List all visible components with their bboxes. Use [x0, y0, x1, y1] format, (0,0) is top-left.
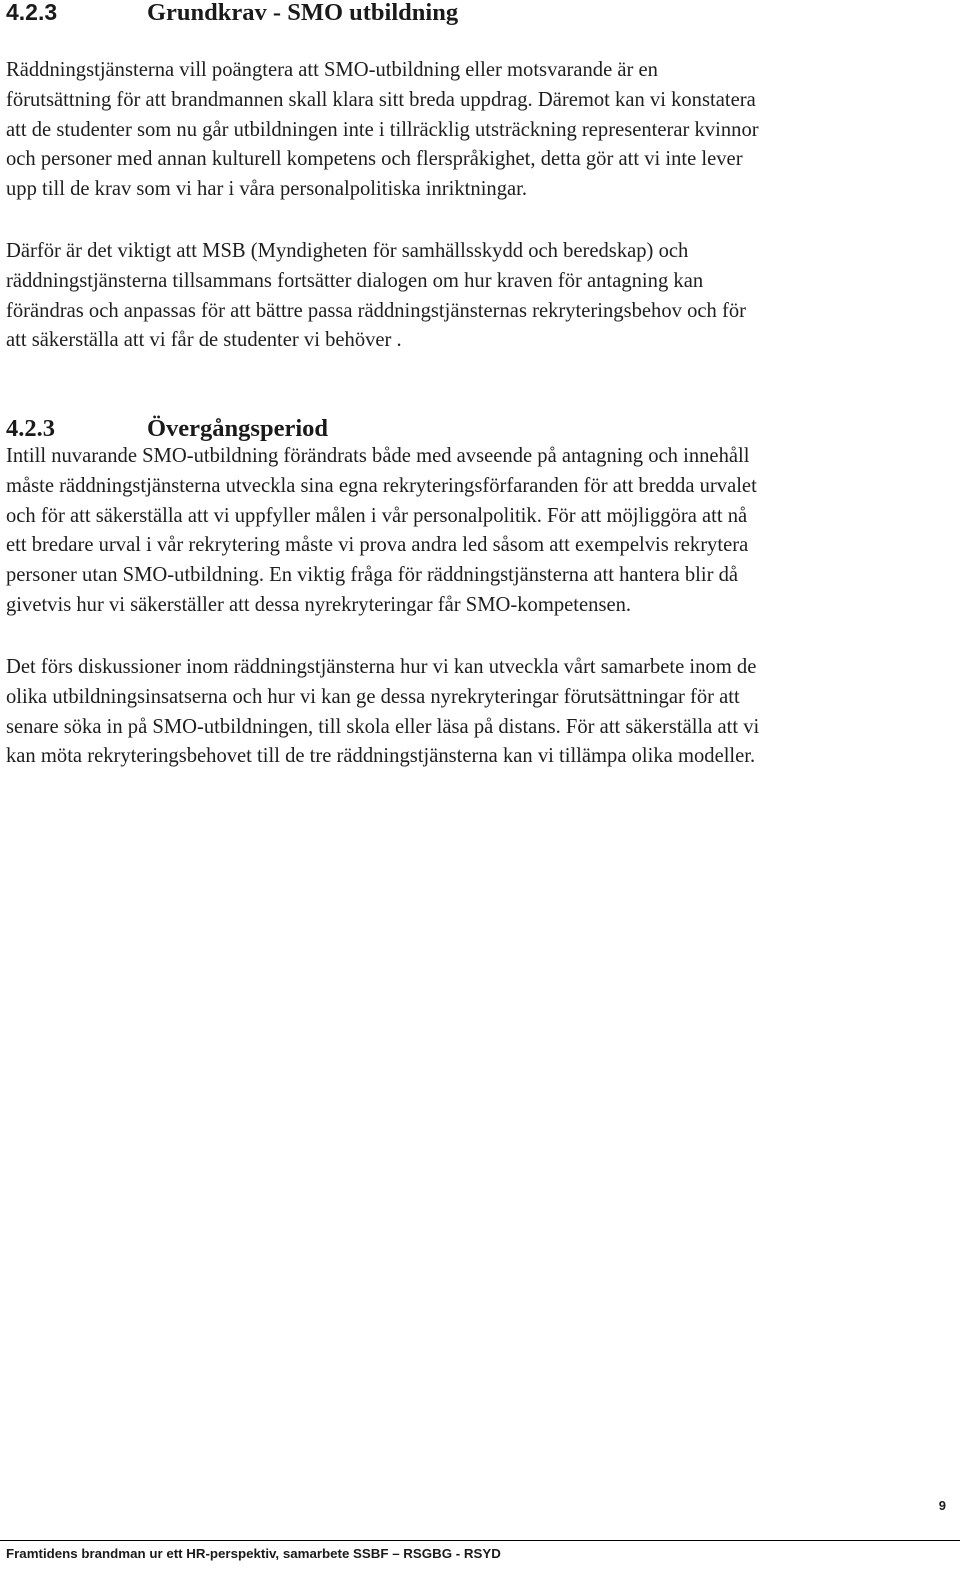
- section-heading-grundkrav: [6, 0, 458, 31]
- paragraph-line: Det förs diskussioner inom räddningstjänsterna hur vi kan utveckla vårt samarbete inom de: [6, 656, 757, 678]
- footer-divider: [0, 1540, 960, 1541]
- paragraph-line: senare söka in på SMO-utbildningen, till skola eller läsa på distans. För att säkerställa att vi: [6, 715, 760, 738]
- paragraph-line: och personer med annan kulturell kompetens och flerspråkighet, detta gör att vi inte lever: [6, 148, 743, 171]
- paragraph-line: personer utan SMO-utbildning. En viktig fråga för räddningstjänsterna att hantera blir då: [6, 564, 739, 587]
- paragraph-transition-period: [6, 442, 951, 621]
- section-number: 4.2.3: [6, 415, 55, 442]
- paragraph-line: förutsättning för att brandmannen skall klara sitt breda uppdrag. Däremot kan vi konstatera: [6, 88, 756, 111]
- paragraph-line: kan möta rekryteringsbehovet till de tre räddningstjänsterna kan vi tillämpa olika modeller.: [6, 745, 756, 768]
- paragraph-line: måste räddningstjänsterna utveckla sina egna rekryteringsförfaranden för att bredda urvalet: [6, 474, 757, 497]
- section-heading-overgangsperiod: [6, 412, 328, 446]
- paragraph-line: olika utbildningsinsatserna och hur vi kan ge dessa nyrekryteringar förutsättningar för att: [6, 685, 740, 708]
- paragraph-line: upp till de krav som vi har i våra personalpolitiska inriktningar.: [6, 178, 528, 201]
- paragraph-line: och för att säkerställa att vi uppfyller målen i vår personalpolitik. För att möjliggöra att nå: [6, 504, 748, 527]
- paragraph-line: att säkerställa att vi får de studenter vi behöver .: [6, 329, 402, 352]
- paragraph-msb-dialogue: [6, 237, 951, 356]
- paragraph-line: Räddningstjänsterna vill poängtera att SMO-utbildning eller motsvarande är en: [6, 59, 658, 81]
- section-title: Grundkrav - SMO utbildning: [147, 0, 459, 26]
- paragraph-smo-requirement: [6, 56, 951, 205]
- page-footer: Framtidens brandman ur ett HR-perspektiv, samarbete SSBF – RSGBG - RSYD: [6, 1546, 501, 1561]
- paragraph-line: Intill nuvarande SMO-utbildning förändrats både med avseende på antagning och innehåll: [6, 445, 750, 467]
- page-number: 9: [938, 1498, 946, 1513]
- paragraph-line: att de studenter som nu går utbildningen inte i tillräcklig utsträckning representerar kvinnor: [6, 118, 759, 141]
- paragraph-line: räddningstjänsterna tillsammans fortsätter dialogen om hur kraven för antagning kan: [6, 269, 704, 292]
- paragraph-line: givetvis hur vi säkerställer att dessa nyrekryteringar får SMO-kompetensen.: [6, 593, 632, 616]
- paragraph-line: förändras och anpassas för att bättre passa räddningstjänsternas rekryteringsbehov och för: [6, 299, 746, 322]
- section-number: 4.2.3: [6, 0, 58, 25]
- paragraph-line: Därför är det viktigt att MSB (Myndigheten för samhällsskydd och beredskap) och: [6, 240, 689, 262]
- section-title: Övergångsperiod: [147, 415, 329, 442]
- paragraph-line: ett bredare urval i vår rekrytering måste vi prova andra led såsom att exempelvis rekrytera: [6, 534, 749, 557]
- paragraph-discussions: [6, 653, 951, 772]
